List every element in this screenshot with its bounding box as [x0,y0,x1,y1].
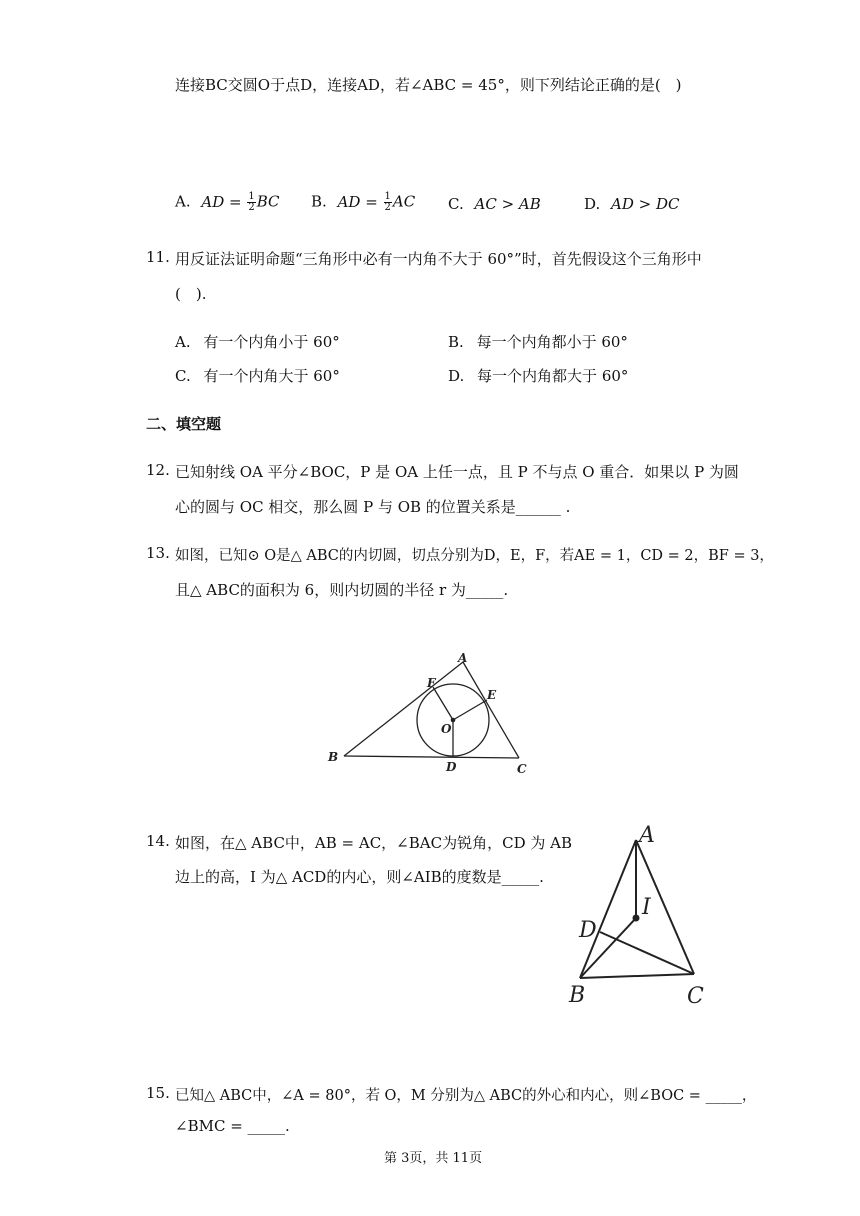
option-expr-pre: AD = [201,192,247,211]
option-label: D. [448,367,465,385]
q11-number: 11. [146,248,170,266]
option-text: AD > DC [611,195,680,213]
q10-option-a[interactable] [175,192,280,213]
q11-option-a[interactable] [175,331,340,352]
q14-line1: 如图，在△ ABC中，AB = AC，∠BAC为锐角，CD 为 AB [175,834,572,852]
q11-option-b[interactable] [448,331,628,352]
option-text: 每一个内角都小于 60° [476,333,628,351]
label-a: A [458,651,468,665]
option-label: B. [448,333,464,351]
fraction: $\frac{1}{2}$ [248,191,255,213]
q13-figure-incircle [322,645,542,785]
q11-stem-line2: ( ). [175,285,207,303]
q12-number: 12. [146,461,170,479]
label-f: F [427,676,436,690]
label-c: C [517,762,527,776]
q13-line2: 且△ ABC的面积为 6，则内切圆的半径 r 为_____. [175,581,509,599]
q14-line2: 边上的高，I 为△ ACD的内心，则∠AIB的度数是_____. [175,868,544,886]
q13-number: 13. [146,544,170,562]
label-a: A [639,823,655,848]
altitude-cd [600,932,694,974]
option-label: A. [175,192,191,211]
side-ab [580,840,636,978]
option-expr-post: AC [392,192,416,211]
page-footer: 第 3页，共 11页 [384,1151,483,1166]
option-text: 每一个内角都大于 60° [477,367,629,385]
side-bc [344,756,519,758]
side-ac [463,662,519,758]
option-label: C. [175,367,191,385]
section-title-fill-blank: 二、填空题 [146,415,222,433]
option-expr-pre: AD = [337,192,383,211]
q10-option-b[interactable] [311,192,415,213]
label-d: D [446,760,457,774]
fraction: $\frac{1}{2}$ [384,191,391,213]
option-text: AC > AB [474,195,541,213]
side-bc [580,974,694,978]
option-label: C. [448,195,464,213]
q14-number: 14. [146,832,170,850]
q10-stem-continuation: 连接BC交圆O于点D，连接AD，若∠ABC = 45°，则下列结论正确的是( ) [175,76,682,94]
option-label: A. [175,333,191,351]
label-d: D [579,918,597,943]
q11-stem-line1: 用反证法证明命题“三角形中必有一内角不大于 60°”时，首先假设这个三角形中 [175,250,702,268]
incenter-point [633,915,640,922]
label-c: C [687,984,704,1009]
q12-line1: 已知射线 OA 平分∠BOC，P 是 OA 上任一点，且 P 不与点 O 重合．如果以 P 为圆 [175,463,739,481]
option-text: 有一个内角大于 60° [203,367,340,385]
radius-of [433,687,453,720]
label-e: E [487,688,497,702]
q15-line1: 已知△ ABC中，∠A = 80°，若 O，M 分别为△ ABC的外心和内心，则∠BOC = _____， [175,1088,757,1104]
q11-option-c[interactable] [175,365,340,386]
q15-line2: ∠BMC = _____. [175,1117,290,1135]
q14-figure-triangle [560,820,720,1010]
option-label: B. [311,192,327,211]
label-i: I [642,895,651,920]
q12-line2: 心的圆与 OC 相交，那么圆 P 与 OB 的位置关系是______ . [175,498,571,516]
label-b: B [569,983,586,1008]
q10-option-c[interactable] [448,195,541,213]
q15-number: 15. [146,1084,170,1102]
option-label: D. [584,195,601,213]
option-expr-post: BC [256,192,280,211]
label-o: O [441,722,452,736]
label-b: B [328,750,339,764]
radius-oe [453,700,487,720]
option-text: 有一个内角小于 60° [203,333,340,351]
q13-line1: 如图，已知⊙ O是△ ABC的内切圆，切点分别为D，E，F，若AE = 1，CD = 2，BF = 3， [175,548,774,564]
q10-option-d[interactable] [584,195,680,213]
side-ab [344,662,463,756]
q11-option-d[interactable] [448,365,628,386]
